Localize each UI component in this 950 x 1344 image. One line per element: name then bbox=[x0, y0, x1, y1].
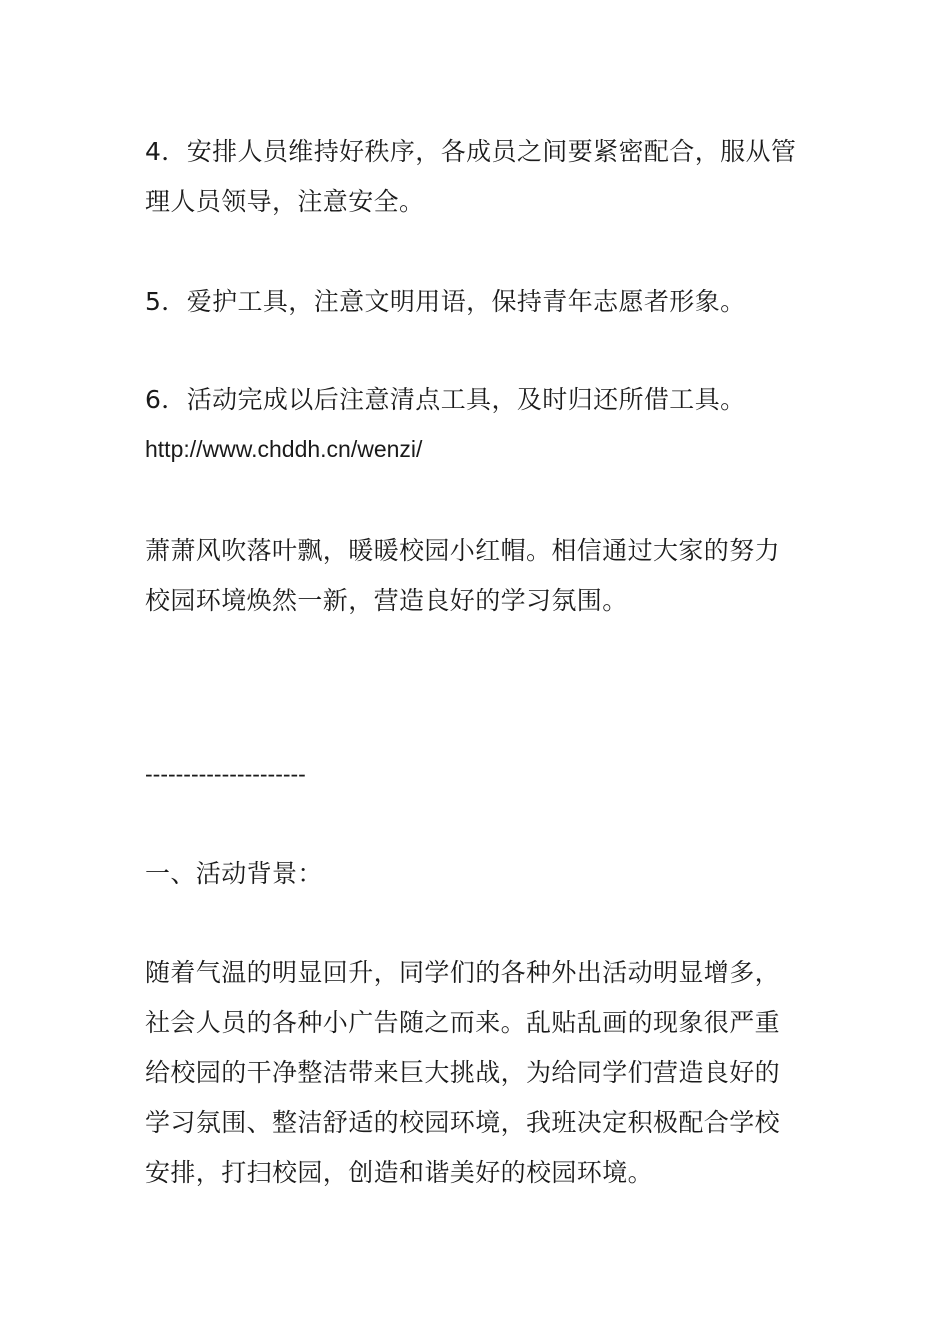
url-link[interactable]: http://www.chddh.cn/wenzi/ bbox=[145, 436, 423, 462]
item-5-line-1: 5．爱护工具，注意文明用语，保持青年志愿者形象。 bbox=[145, 287, 746, 316]
background-line-2: 社会人员的各种小广告随之而来。乱贴乱画的现象很严重 bbox=[145, 1008, 781, 1037]
item-6-line-1: 6．活动完成以后注意清点工具，及时归还所借工具。 bbox=[145, 385, 746, 414]
item-4-line-1: 4．安排人员维持好秩序，各成员之间要紧密配合，服从管 bbox=[145, 137, 797, 166]
item-4-line-2: 理人员领导，注意安全。 bbox=[145, 187, 425, 216]
divider: --------------------- bbox=[145, 761, 306, 787]
background-line-4: 学习氛围、整洁舒适的校园环境，我班决定积极配合学校 bbox=[145, 1108, 781, 1137]
section-heading: 一、活动背景： bbox=[145, 859, 323, 888]
background-line-3: 给校园的干净整洁带来巨大挑战，为给同学们营造良好的 bbox=[145, 1058, 781, 1087]
background-line-1: 随着气温的明显回升，同学们的各种外出活动明显增多， bbox=[145, 958, 781, 987]
background-line-5: 安排，打扫校园，创造和谐美好的校园环境。 bbox=[145, 1158, 654, 1187]
closing-line-2: 校园环境焕然一新，营造良好的学习氛围。 bbox=[145, 586, 628, 615]
closing-line-1: 萧萧风吹落叶飘，暖暖校园小红帽。相信通过大家的努力 bbox=[145, 536, 781, 565]
